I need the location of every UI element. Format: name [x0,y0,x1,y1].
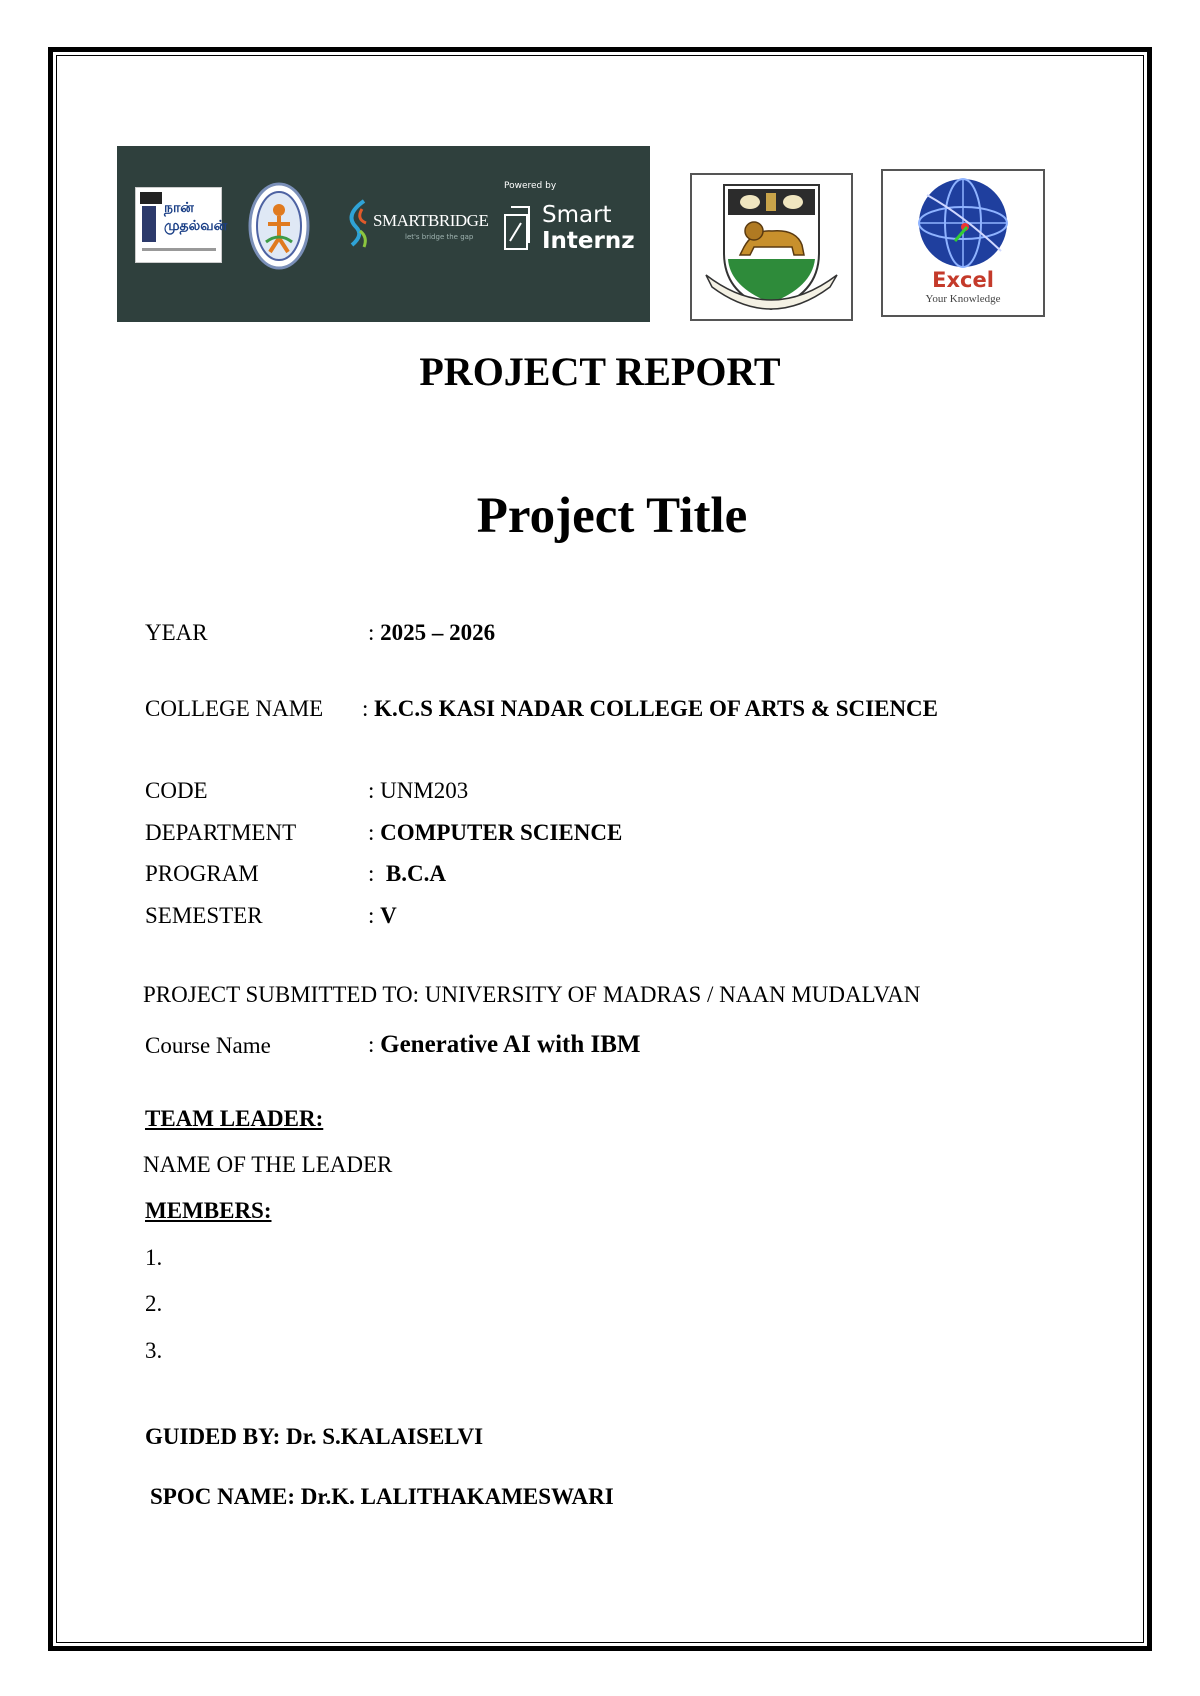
department-value: COMPUTER SCIENCE [380,820,623,845]
report-heading: PROJECT REPORT [419,349,781,394]
member-item-2: 2. [145,1291,163,1316]
university-seal-icon [692,175,851,319]
course-value: Generative AI with IBM [380,1031,641,1058]
college-label: COLLEGE NAME [145,696,324,721]
code-separator: : [368,778,381,803]
program-value-row [368,861,446,887]
program-label: PROGRAM [145,861,259,886]
spoc-name: SPOC NAME: Dr.K. LALITHAKAMESWARI [150,1484,614,1509]
smartinternz-line2: Internz [542,228,635,254]
year-separator: : [368,620,381,645]
college-separator: : [362,696,375,721]
members-heading: MEMBERS: [145,1198,272,1223]
college-value-row [362,696,938,722]
naan-mudalvan-logo [135,187,228,263]
graduation-cap-icon [140,192,162,204]
program-separator: : [368,861,386,886]
smartbridge-tagline: let's bridge the gap [405,233,474,241]
smartinternz-line1: Smart [542,202,612,228]
powered-by-text: Powered by [504,181,557,191]
project-title: Project Title [476,488,748,544]
year-label: YEAR [145,620,208,645]
code-value-row [368,778,468,804]
submitted-to-line: PROJECT SUBMITTED TO: UNIVERSITY OF MADRAS / NAAN MUDALVAN [143,982,921,1007]
smartbridge-logo-text: SMARTBRIDGE [373,211,489,230]
program-value: B.C.A [385,861,446,886]
semester-label: SEMESTER [145,903,263,928]
member-item-1: 1. [145,1245,163,1270]
college-value: K.C.S KASI NADAR COLLEGE OF ARTS & SCIENCE [374,696,938,721]
course-value-row [368,1031,641,1059]
year-value: 2025 – 2026 [380,620,496,645]
university-of-madras-seal [690,173,853,321]
semester-separator: : [368,903,381,928]
department-value-row [368,820,622,846]
globe-icon [883,171,1043,271]
semester-value-row [368,903,397,929]
guided-by: GUIDED BY: Dr. S.KALAISELVI [145,1424,484,1449]
code-value: UNM203 [380,778,469,803]
book-icon [142,206,156,242]
semester-value: V [380,903,397,928]
excel-logo [881,169,1045,317]
naan-mudalvan-logo-text: நான் முதல்வன் [164,200,228,234]
excel-logo-subtext: Your Knowledge [925,293,1001,305]
department-label: DEPARTMENT [145,820,297,845]
code-label: CODE [145,778,208,803]
excel-logo-text: Excel [932,268,994,292]
smartinternz-icon [503,205,531,253]
team-leader-heading: TEAM LEADER: [145,1106,324,1131]
tamil-nadu-skills-emblem [248,182,310,270]
leader-name: NAME OF THE LEADER [143,1152,393,1177]
year-value-row [368,620,495,646]
member-item-3: 3. [145,1338,163,1363]
course-label: Course Name [145,1033,271,1058]
course-separator: : [368,1032,381,1057]
department-separator: : [368,820,381,845]
